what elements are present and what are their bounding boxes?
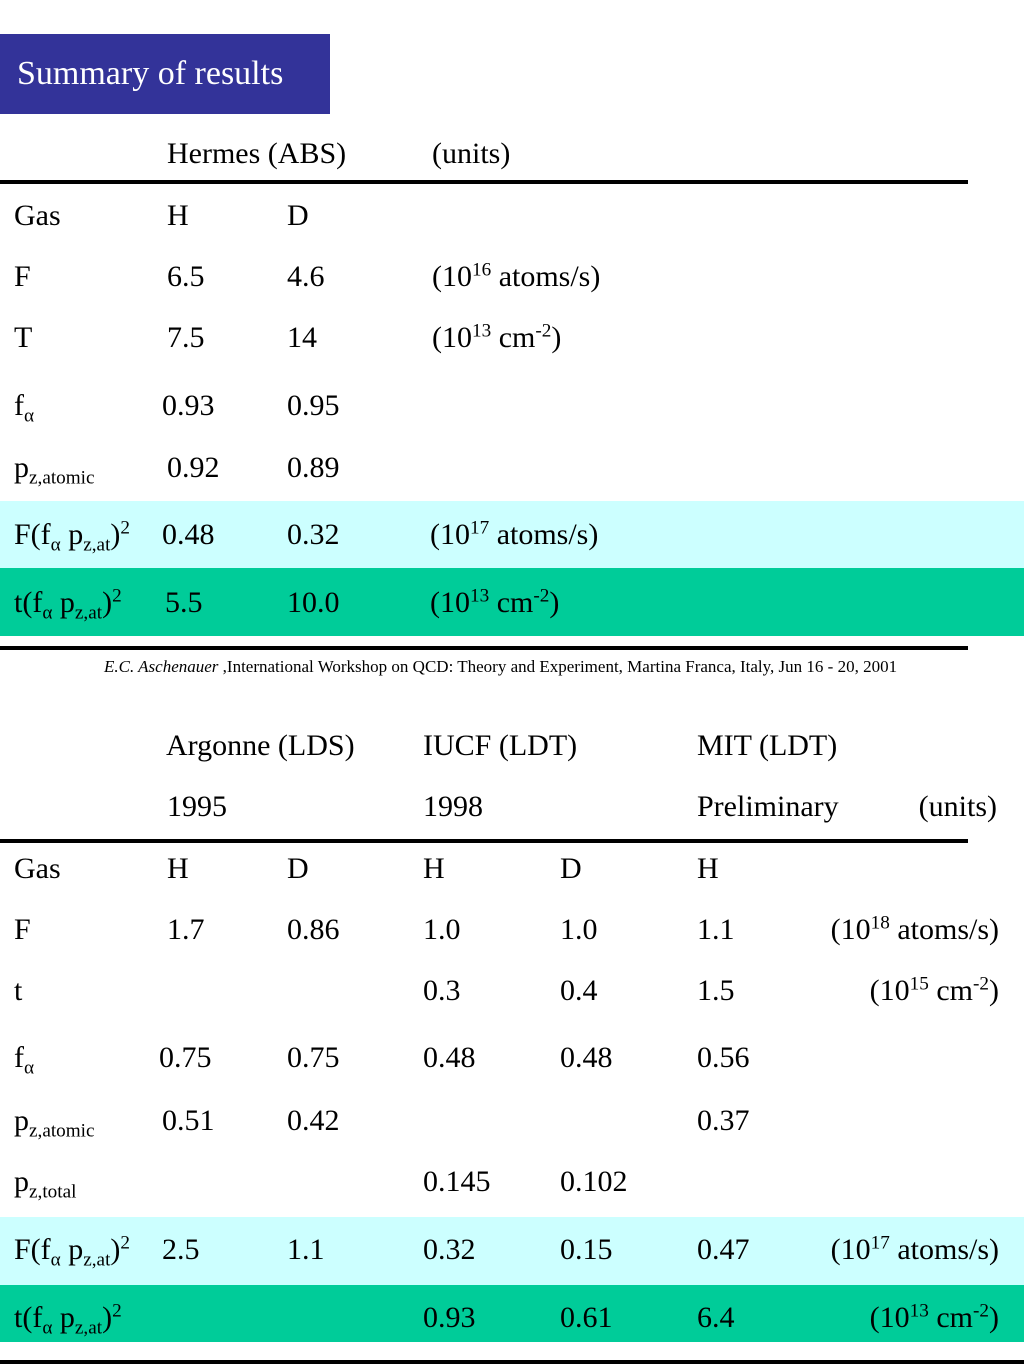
cell-pz-atomic-mit-h: 0.37 <box>697 1104 750 1137</box>
cell-flux-iucf-d: 1.0 <box>560 913 598 946</box>
header-mit: MIT (LDT) <box>697 729 838 762</box>
header-divider <box>0 839 968 843</box>
cell-falpha-iucf-h: 0.48 <box>423 1041 476 1074</box>
cell-thickness-iucf-h: 0.3 <box>423 974 461 1007</box>
table-bottom-divider <box>0 1360 1024 1364</box>
row-label-falpha: $f_\alpha$ <box>14 1041 35 1079</box>
cell-fom-thick-d: 10.0 <box>287 586 340 619</box>
header-units: (units) <box>918 790 997 823</box>
header-iucf-year: 1998 <box>423 790 483 823</box>
cell-gas-h: H <box>167 199 189 232</box>
cell-thickness-d: 14 <box>287 321 317 354</box>
citation-text: ,International Workshop on QCD: Theory and Experiment, Martina Franca, Italy, Jun 16 - 20, 2001 <box>218 657 898 676</box>
cell-fom-flux-arg-d: 1.1 <box>287 1233 325 1266</box>
cell-gas-iucf-h: H <box>423 852 445 885</box>
cell-pz-total-iucf-h: 0.145 <box>423 1165 491 1198</box>
unit-flux: ($10^{18}$ atoms/s) <box>830 912 999 946</box>
cell-fom-thick-h: 5.5 <box>165 586 203 619</box>
row-label-fom-flux: $F(f_\alpha$ $p_{z,at})^2$ <box>14 1232 130 1271</box>
header-argonne: Argonne (LDS) <box>166 729 355 762</box>
cell-fom-flux-h: 0.48 <box>162 518 215 551</box>
row-label-fom-thick: $t(f_\alpha$ $p_{z,at})^2$ <box>14 585 122 624</box>
cell-falpha-iucf-d: 0.48 <box>560 1041 613 1074</box>
unit-flux: ($10^{16}$ atoms/s) <box>432 259 601 293</box>
cell-gas-arg-h: H <box>167 852 189 885</box>
table-bottom-divider <box>0 646 968 650</box>
cell-falpha-arg-d: 0.75 <box>287 1041 340 1074</box>
cell-gas-arg-d: D <box>287 852 309 885</box>
cell-fom-thick-mit-h: 6.4 <box>697 1301 735 1334</box>
row-label-flux: F <box>14 260 31 293</box>
cell-pz-atomic-h: 0.92 <box>167 451 220 484</box>
cell-falpha-h: 0.93 <box>162 389 215 422</box>
cell-thickness-mit-h: 1.5 <box>697 974 735 1007</box>
cell-fom-thick-iucf-h: 0.93 <box>423 1301 476 1334</box>
citation <box>104 656 897 678</box>
cell-flux-arg-h: 1.7 <box>167 913 205 946</box>
unit-thickness: ($10^{15}$ $cm^{-2}$) <box>869 973 999 1007</box>
cell-fom-flux-mit-h: 0.47 <box>697 1233 750 1266</box>
cell-fom-flux-d: 0.32 <box>287 518 340 551</box>
cell-flux-h: 6.5 <box>167 260 205 293</box>
row-label-fom-thick: $t(f_\alpha$ $p_{z,at})^2$ <box>14 1300 122 1339</box>
cell-flux-mit-h: 1.1 <box>697 913 735 946</box>
row-label-fom-flux: $F(f_\alpha$ $p_{z,at})^2$ <box>14 517 130 556</box>
cell-gas-d: D <box>287 199 309 232</box>
row-label-falpha: $f_\alpha$ <box>14 389 35 427</box>
cell-flux-d: 4.6 <box>287 260 325 293</box>
cell-falpha-d: 0.95 <box>287 389 340 422</box>
unit-thickness: ($10^{13}$ $cm^{-2}$) <box>432 320 562 354</box>
row-label-gas: Gas <box>14 852 61 885</box>
cell-gas-mit-h: H <box>697 852 719 885</box>
row-label-pz-total: $p_{z,total}$ <box>14 1165 77 1203</box>
cell-fom-flux-arg-h: 2.5 <box>162 1233 200 1266</box>
cell-falpha-mit-h: 0.56 <box>697 1041 750 1074</box>
header-hermes: Hermes (ABS) <box>167 137 347 170</box>
cell-fom-flux-iucf-h: 0.32 <box>423 1233 476 1266</box>
header-argonne-year: 1995 <box>167 790 227 823</box>
cell-gas-iucf-d: D <box>560 852 582 885</box>
header-units: (units) <box>432 137 511 170</box>
cell-pz-atomic-arg-d: 0.42 <box>287 1104 340 1137</box>
row-label-thickness: t <box>14 974 23 1007</box>
cell-pz-atomic-d: 0.89 <box>287 451 340 484</box>
unit-fom-flux: ($10^{17}$ atoms/s) <box>830 1232 999 1266</box>
cell-fom-thick-iucf-d: 0.61 <box>560 1301 613 1334</box>
cell-flux-iucf-h: 1.0 <box>423 913 461 946</box>
cell-pz-total-iucf-d: 0.102 <box>560 1165 628 1198</box>
header-mit-status: Preliminary <box>697 790 839 823</box>
row-label-pz-atomic: $p_{z,atomic}$ <box>14 451 95 489</box>
cell-thickness-h: 7.5 <box>167 321 205 354</box>
row-label-pz-atomic: $p_{z,atomic}$ <box>14 1104 95 1142</box>
cell-fom-flux-iucf-d: 0.15 <box>560 1233 613 1266</box>
page-title: Summary of results <box>0 34 330 114</box>
cell-flux-arg-d: 0.86 <box>287 913 340 946</box>
unit-fom-thick: ($10^{13}$ $cm^{-2}$) <box>430 585 560 619</box>
cell-falpha-arg-h: 0.75 <box>159 1041 212 1074</box>
row-label-gas: Gas <box>14 199 61 232</box>
unit-fom-thick: ($10^{13}$ $cm^{-2}$) <box>869 1300 999 1334</box>
header-divider <box>0 180 968 184</box>
header-iucf: IUCF (LDT) <box>423 729 578 762</box>
cell-pz-atomic-arg-h: 0.51 <box>162 1104 215 1137</box>
citation-author: E.C. Aschenauer <box>104 657 219 676</box>
row-label-flux: F <box>14 913 31 946</box>
cell-thickness-iucf-d: 0.4 <box>560 974 598 1007</box>
unit-fom-flux: ($10^{17}$ atoms/s) <box>430 517 599 551</box>
row-label-thickness: T <box>14 321 33 354</box>
